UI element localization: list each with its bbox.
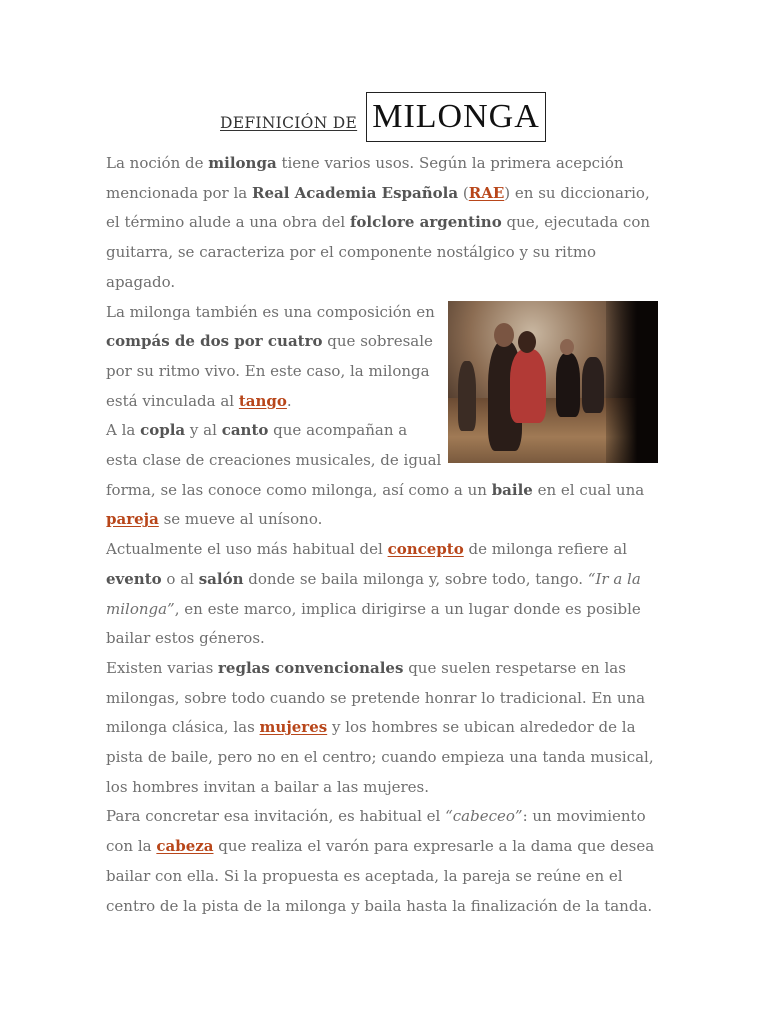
- term-copla: copla: [140, 421, 186, 440]
- text-run: La noción de: [106, 154, 209, 172]
- article-body: [106, 149, 658, 921]
- text-run: o al: [161, 569, 199, 588]
- photo-figure: [510, 349, 546, 423]
- link-tango[interactable]: tango: [238, 391, 287, 410]
- link-concepto[interactable]: concepto: [387, 540, 464, 559]
- term-compas: compás de dos por cuatro: [106, 332, 323, 351]
- text-run: y los hombres se ubican alrededor de la pista de baile, pero no en el centro; cuando empieza una tanda musical, los hombres invitan a bailar a las mujeres.: [106, 718, 654, 796]
- text-run: que sobresale por su ritmo vivo. En este caso, la milonga está vinculada al: [106, 332, 433, 410]
- tango-dancers-photo: [448, 301, 658, 463]
- paragraph-6: [106, 802, 658, 921]
- term-canto: canto: [221, 421, 269, 440]
- text-run: de milonga refiere al: [463, 540, 628, 559]
- text-run: que realiza el varón para expresarle a la dama que desea bailar con ella. Si la propuesta es aceptada, la pareja se reúne en el centro de la pista de la milonga y baila hasta la finalización de la tanda.: [106, 837, 655, 915]
- text-run: , en este marco, implica dirigirse a un lugar donde es posible bailar estos géneros.: [106, 599, 641, 648]
- text-run: tiene varios usos. Según la primera acepción mencionada por la: [106, 154, 624, 202]
- title-word-box: MILONGA: [366, 92, 546, 142]
- quote-cabeceo: “cabeceo”: [445, 807, 523, 826]
- term-reglas: reglas convencionales: [218, 658, 404, 677]
- text-run: Existen varias: [106, 658, 219, 677]
- term-folclore: folclore argentino: [349, 213, 502, 232]
- term-baile: baile: [491, 480, 533, 499]
- term-rae-full: Real Academia Española: [252, 183, 459, 202]
- term-evento: evento: [106, 569, 162, 588]
- text-run: .: [286, 391, 292, 410]
- text-run: y al: [185, 421, 222, 440]
- text-run: Actualmente el uso más habitual del: [106, 540, 388, 559]
- text-run: La milonga también es una composición en: [106, 302, 435, 321]
- text-run: (: [458, 183, 469, 202]
- photo-figure: [458, 361, 476, 431]
- text-run: en el cual una: [532, 480, 645, 499]
- paragraph-5: [106, 654, 658, 803]
- term-milonga: milonga: [208, 154, 277, 172]
- paragraph-4: [106, 535, 658, 654]
- text-run: que suelen respetarse en las milongas, sobre todo cuando se pretende honrar lo tradicional. En una milonga clásica, las: [106, 658, 646, 737]
- text-run: A la: [106, 421, 141, 440]
- term-salon: salón: [198, 569, 244, 588]
- link-cabeza[interactable]: cabeza: [156, 837, 214, 856]
- link-pareja[interactable]: pareja: [106, 510, 159, 529]
- title-prefix: DEFINICIÓN DE: [220, 114, 358, 132]
- text-run: ) en su diccionario, el término alude a una obra del: [106, 183, 650, 232]
- text-run: donde se baila milonga y, sobre todo, tango.: [243, 569, 588, 588]
- photo-figure: [560, 339, 574, 355]
- paragraph-1: [106, 149, 658, 298]
- text-run: se mueve al unísono.: [158, 510, 323, 529]
- photo-foreground-shadow: [606, 301, 658, 463]
- photo-figure: [494, 323, 514, 347]
- link-mujeres[interactable]: mujeres: [259, 718, 328, 737]
- text-run: que acompañan a esta clase de creaciones musicales, de igual forma, se las conoce como milonga, así como a un: [106, 421, 492, 499]
- photo-figure: [582, 357, 604, 413]
- photo-figure: [518, 331, 536, 353]
- text-run: : un movimiento con la: [106, 807, 646, 856]
- text-run: que, ejecutada con guitarra, se caracteriza por el componente nostálgico y su ritmo apagado.: [106, 213, 651, 291]
- text-run: Para concretar esa invitación, es habitual el: [106, 807, 446, 826]
- quote-ir-a-la-milonga: “Ir a la milonga”: [106, 569, 641, 618]
- photo-figure: [556, 353, 580, 417]
- link-rae[interactable]: RAE: [468, 183, 505, 202]
